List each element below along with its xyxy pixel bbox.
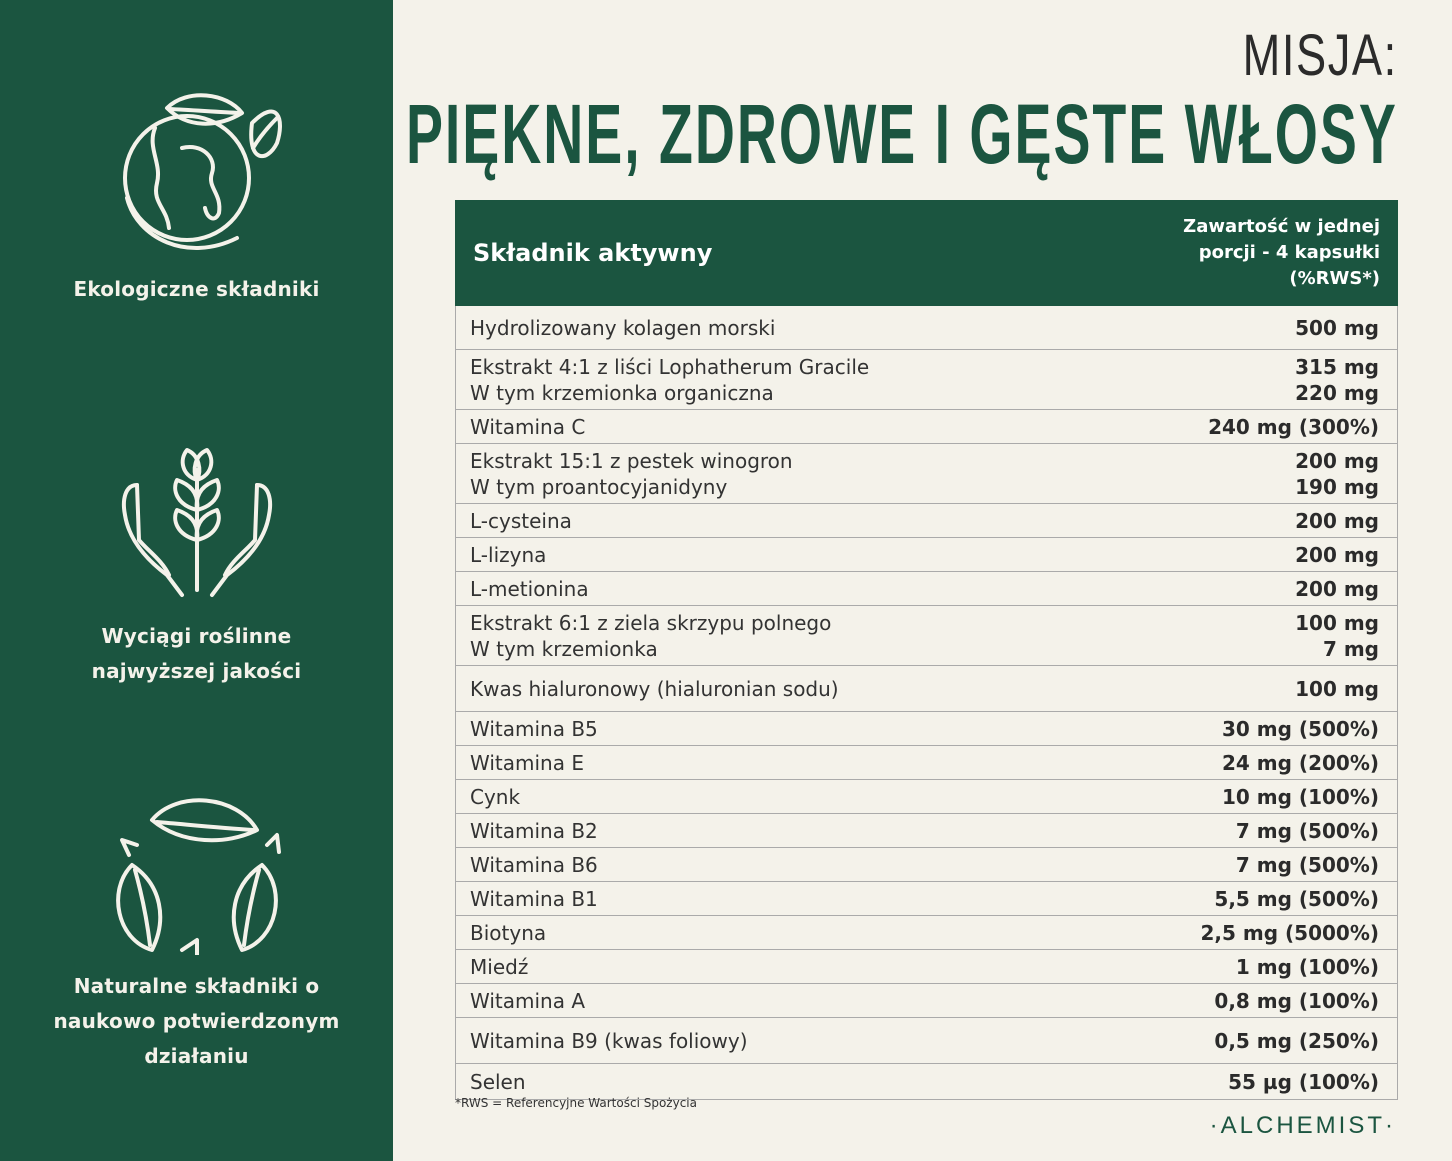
feature-natural-ingredients	[0, 790, 393, 1074]
ingredient-amount-line: 500 mg	[1295, 315, 1379, 340]
ingredient-amount-line: 7 mg (500%)	[1235, 818, 1379, 843]
ingredient-amount-line: 315 mg	[1295, 354, 1379, 379]
ingredient-name	[470, 448, 793, 500]
table-row	[455, 984, 1398, 1018]
ingredient-amount-line: 190 mg	[1295, 474, 1379, 499]
ingredient-name-line: Biotyna	[470, 920, 547, 945]
ingredient-name	[470, 576, 589, 602]
ingredient-amount	[1295, 354, 1379, 406]
table-row	[455, 306, 1398, 350]
ingredient-amount	[1236, 852, 1379, 878]
ingredient-name-line: Witamina B2	[470, 818, 598, 843]
ingredient-name	[470, 1028, 748, 1054]
ingredient-name-line: Witamina B5	[470, 716, 598, 741]
ingredient-amount	[1295, 448, 1379, 500]
ingredient-amount	[1295, 610, 1379, 662]
table-row	[455, 780, 1398, 814]
ingredient-name	[470, 508, 572, 534]
ingredient-name-line: L-lizyna	[470, 542, 547, 567]
ingredient-name-line: Kwas hialuronowy (hialuronian sodu)	[470, 676, 839, 701]
ingredient-name-line: Hydrolizowany kolagen morski	[470, 315, 776, 340]
col-amount-header	[1183, 214, 1380, 292]
feature-plant-extracts	[0, 440, 393, 689]
ingredient-name	[470, 610, 831, 662]
ingredient-amount	[1201, 920, 1380, 946]
ingredient-name-line: W tym proantocyjanidyny	[470, 474, 728, 499]
ingredient-amount	[1228, 1069, 1379, 1095]
ingredient-amount-line: 24 mg (200%)	[1222, 750, 1379, 775]
ingredient-name-line: W tym krzemionka organiczna	[470, 380, 774, 405]
table-row	[455, 504, 1398, 538]
table-row	[455, 606, 1398, 666]
ingredient-amount	[1214, 886, 1379, 912]
ingredient-amount-line: 7 mg (500%)	[1235, 852, 1379, 877]
ingredient-amount	[1222, 784, 1379, 810]
ingredient-name-line: L-cysteina	[470, 508, 572, 533]
ingredient-name-line: Selen	[470, 1069, 526, 1094]
feature-label-line: Ekologiczne składniki	[73, 277, 320, 301]
ingredient-name-line: Ekstrakt 15:1 z pestek winogron	[470, 448, 793, 473]
ingredient-amount-line: 55 µg (100%)	[1228, 1069, 1379, 1094]
ingredient-amount-line: 220 mg	[1295, 380, 1379, 405]
ingredient-amount	[1222, 716, 1379, 742]
ingredient-amount-line: 0,8 mg (100%)	[1214, 988, 1379, 1013]
ingredient-name-line: Witamina B1	[470, 886, 598, 911]
feature-label-line: naukowo potwierdzonym	[53, 1009, 340, 1033]
ingredient-amount-line: 2,5 mg (5000%)	[1200, 920, 1379, 945]
table-row	[455, 666, 1398, 712]
col-amount-line: Zawartość w jednej	[1183, 216, 1380, 237]
ingredient-amount	[1295, 315, 1379, 341]
table-row	[455, 410, 1398, 444]
ingredient-name-line: L-metionina	[470, 576, 589, 601]
ingredient-amount	[1236, 954, 1379, 980]
table-row	[455, 538, 1398, 572]
table-row	[455, 444, 1398, 504]
ingredient-name	[470, 954, 528, 980]
ingredient-amount	[1236, 818, 1379, 844]
ingredient-name-line: Witamina C	[470, 414, 586, 439]
table-row	[455, 746, 1398, 780]
table-row	[455, 882, 1398, 916]
col-amount-line: porcji - 4 kapsułki	[1198, 242, 1380, 263]
recycle-leaves-icon	[107, 790, 287, 955]
mission-header	[0, 23, 1398, 181]
feature-label-line: Wyciągi roślinne	[101, 624, 292, 648]
ingredient-amount-line: 30 mg (500%)	[1222, 716, 1379, 741]
ingredient-name	[470, 1069, 526, 1095]
ingredient-name-line: Miedź	[470, 954, 529, 979]
feature-label-line: najwyższej jakości	[91, 659, 302, 683]
table-row	[455, 1064, 1398, 1100]
ingredient-name	[470, 354, 869, 406]
col-ingredient-header: Składnik aktywny	[473, 239, 713, 267]
ingredient-name	[470, 920, 546, 946]
ingredient-amount	[1295, 542, 1379, 568]
ingredient-name	[470, 988, 585, 1014]
ingredient-name-line: Ekstrakt 6:1 z ziela skrzypu polnego	[470, 610, 832, 635]
table-header	[455, 200, 1398, 306]
table-body	[455, 306, 1398, 1100]
footnote: *RWS = Referencyjne Wartości Spożycia	[455, 1096, 697, 1110]
table-row	[455, 950, 1398, 984]
ingredient-amount	[1295, 676, 1379, 702]
ingredient-amount	[1295, 576, 1379, 602]
ingredient-name-line: Witamina B6	[470, 852, 598, 877]
ingredient-amount-line: 7 mg	[1322, 636, 1379, 661]
ingredient-amount-line: 240 mg (300%)	[1208, 414, 1379, 439]
mission-label: MISJA:	[1242, 23, 1398, 88]
ingredients-table	[455, 200, 1398, 1100]
table-row	[455, 916, 1398, 950]
table-row	[455, 848, 1398, 882]
ingredient-name	[470, 750, 584, 776]
ingredient-name	[470, 414, 585, 440]
feature-label-line: działaniu	[144, 1044, 249, 1068]
ingredient-amount	[1295, 508, 1379, 534]
ingredient-amount	[1222, 750, 1379, 776]
ingredient-name	[470, 886, 598, 912]
ingredient-name	[470, 716, 598, 742]
ingredient-amount-line: 200 mg	[1295, 576, 1379, 601]
ingredient-name	[470, 784, 520, 810]
ingredient-amount-line: 5,5 mg (500%)	[1214, 886, 1379, 911]
mission-title: PIĘKNE, ZDROWE I GĘSTE WŁOSY	[406, 87, 1398, 181]
ingredient-amount	[1214, 988, 1379, 1014]
ingredient-name	[470, 676, 839, 702]
table-row	[455, 572, 1398, 606]
ingredient-name	[470, 315, 775, 341]
ingredient-name-line: Witamina E	[470, 750, 584, 775]
ingredient-amount	[1214, 1028, 1379, 1054]
ingredient-amount-line: 100 mg	[1295, 676, 1379, 701]
brand-logo: ·ALCHEMIST·	[1209, 1112, 1396, 1139]
table-row	[455, 350, 1398, 410]
ingredient-amount-line: 100 mg	[1295, 610, 1379, 635]
table-row	[455, 712, 1398, 746]
col-amount-line: (%RWS*)	[1289, 268, 1380, 289]
ingredient-amount	[1208, 414, 1379, 440]
feature-label-line: Naturalne składniki o	[73, 974, 320, 998]
ingredient-name-line: Ekstrakt 4:1 z liści Lophatherum Gracile	[470, 354, 870, 379]
ingredient-amount-line: 1 mg (100%)	[1235, 954, 1379, 979]
ingredient-amount-line: 10 mg (100%)	[1222, 784, 1379, 809]
table-row	[455, 1018, 1398, 1064]
ingredient-name-line: W tym krzemionka	[470, 636, 658, 661]
ingredient-name	[470, 852, 598, 878]
ingredient-amount-line: 200 mg	[1295, 542, 1379, 567]
ingredient-name	[470, 542, 546, 568]
ingredient-amount-line: 200 mg	[1295, 508, 1379, 533]
ingredient-name-line: Cynk	[470, 784, 521, 809]
ingredient-amount-line: 200 mg	[1295, 448, 1379, 473]
table-row	[455, 814, 1398, 848]
ingredient-name-line: Witamina A	[470, 988, 585, 1013]
ingredient-name	[470, 818, 598, 844]
hands-plant-icon	[107, 440, 287, 605]
ingredient-name-line: Witamina B9 (kwas foliowy)	[470, 1028, 748, 1053]
ingredient-amount-line: 0,5 mg (250%)	[1214, 1028, 1379, 1053]
